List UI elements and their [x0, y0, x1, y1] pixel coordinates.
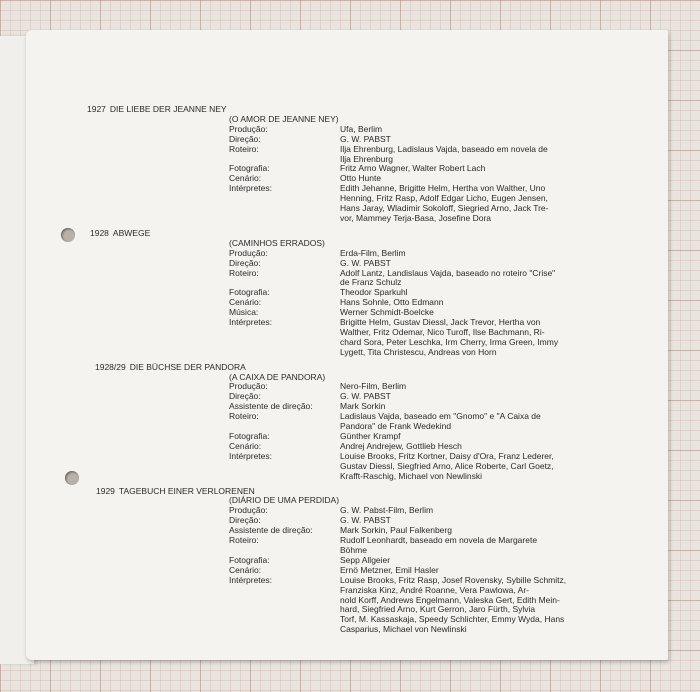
credit-label: Fotografia: — [229, 163, 270, 174]
credit-label: Direção: — [229, 257, 261, 268]
filmography-list — [87, 105, 597, 640]
credit-label: Direção: — [229, 515, 261, 526]
credit-value — [340, 259, 597, 269]
credit-label: Intérpretes: — [229, 317, 272, 328]
film-title: ABWEGE — [112, 227, 151, 238]
credit-value — [340, 318, 597, 358]
credit-line: Lygett, Tita Christescu, Andreas von Horn — [340, 346, 497, 357]
credit-line: Pandora" de Frank Wedekind — [340, 421, 452, 432]
credit-label: Fotografia: — [229, 554, 270, 565]
credit-label: Intérpretes: — [229, 450, 272, 461]
film-title: DIE LIEBE DER JEANNE NEY — [109, 104, 227, 114]
credit-line: vor, Mammey Terja-Basa, Josefine Dora — [340, 212, 492, 223]
credit-line: Andrej Andrejew, Gottlieb Hesch — [340, 440, 462, 451]
credit-line: Ilja Ehrenburg, Ladislaus Vajda, baseado em novela de — [340, 143, 548, 154]
credit-line: nold Korff, Andrews Engelmann, Valeska Gert, Edith Mein- — [340, 594, 560, 605]
credit-line: Ilja Ehrenburg — [340, 153, 393, 164]
credit-line: Werner Schmidt-Boelcke — [340, 307, 434, 318]
credit-value — [340, 536, 597, 556]
credit-line: Casparius, Michael von Newlinski — [340, 624, 467, 635]
film-title: DIE BÜCHSE DER PANDORA — [129, 361, 246, 372]
credit-label: Produção: — [229, 247, 268, 258]
credit-label: Intérpretes: — [229, 574, 272, 585]
film-heading — [87, 363, 597, 373]
credit-line: Günther Krampf — [340, 431, 401, 441]
credit-line: Walther, Fritz Odemar, Nico Turoff, Ilse Bachmann, Ri- — [340, 326, 545, 337]
film-entry — [87, 229, 597, 358]
credit-label: Fotografia: — [229, 431, 270, 441]
credit-line: de Franz Schulz — [340, 277, 402, 288]
credit-label: Direção: — [229, 133, 261, 144]
film-title: TAGEBUCH EINER VERLORENEN — [118, 485, 255, 496]
credit-line: G. W. PABST — [340, 257, 391, 268]
credit-line: Ernö Metzner, Emil Hasler — [340, 564, 439, 575]
credit-line: chard Sora, Peter Leschka, Irm Cherry, Irma Green, Immy — [340, 336, 559, 347]
credit-line: Torf, M. Kassaskaja, Speedy Schlichter, Emmy Wyda, Hans — [340, 614, 565, 625]
credit-line: Erda-Film, Berlim — [340, 247, 406, 258]
credit-line: Mark Sorkin, Paul Falkenberg — [340, 525, 452, 536]
credit-label: Cenário: — [229, 297, 262, 308]
credit-line: Krafft-Raschig, Michael von Newlinski — [340, 470, 483, 481]
film-alt-title: (DIÁRIO DE UMA PERDIDA) — [229, 495, 340, 506]
film-heading — [87, 229, 597, 239]
credit-line: Hans Sohnle, Otto Edmann — [340, 297, 444, 308]
punch-hole-top — [61, 228, 75, 242]
credit-value — [340, 269, 597, 289]
credit-value — [340, 452, 597, 482]
film-alt-title: (A CAIXA DE PANDORA) — [229, 371, 326, 382]
film-year: 1928/29 — [95, 361, 126, 372]
credit-line: G. W. PABST — [340, 133, 391, 144]
credit-label: Produção: — [229, 505, 268, 516]
credit-line: hard, Siegfried Arno, Kurt Gerron, Jaro Fürth, Sylvia — [340, 604, 536, 615]
credit-row — [87, 452, 597, 482]
credit-label: Produção: — [229, 123, 268, 134]
credit-label: Roteiro: — [229, 411, 259, 422]
credit-line: G. W. PABST — [340, 515, 391, 526]
film-alt-title: (O AMOR DE JEANNE NEY) — [229, 113, 339, 124]
credit-line: Louise Brooks, Fritz Kortner, Daisy d'Ora, Franz Lederer, — [340, 450, 554, 461]
credit-line: Ufa, Berlim — [340, 123, 383, 134]
film-entry — [87, 105, 597, 224]
credit-value — [340, 412, 597, 432]
credit-value — [340, 145, 597, 165]
credit-label: Cenário: — [229, 173, 262, 184]
credit-line: Henning, Fritz Rasp, Adolf Edgar Licho, Eugen Jensen, — [340, 193, 548, 204]
credit-line: Theodor Sparkuhl — [340, 287, 408, 298]
credit-row — [87, 259, 597, 269]
credit-row — [87, 269, 597, 289]
film-year: 1929 — [96, 485, 115, 496]
credit-label: Direção: — [229, 391, 261, 402]
credit-label: Roteiro: — [229, 535, 259, 546]
film-heading — [87, 105, 597, 115]
credit-line: Hans Jaray, Wladimir Sokoloff, Siegried Arno, Jack Tre- — [340, 203, 549, 214]
credit-line: Otto Hunte — [340, 173, 382, 184]
film-year: 1928 — [90, 227, 109, 238]
credit-line: Böhme — [340, 544, 367, 555]
credit-label: Assistente de direção: — [229, 401, 313, 412]
film-alt-title: (CAMINHOS ERRADOS) — [229, 237, 325, 248]
credit-row — [87, 184, 597, 224]
credit-line: Brigitte Helm, Gustav Diessl, Jack Trevor, Hertha von — [340, 317, 541, 328]
credit-label: Fotografia: — [229, 287, 270, 298]
credit-label: Produção: — [229, 381, 268, 392]
punch-hole-bottom — [65, 471, 79, 485]
credit-row — [87, 412, 597, 432]
credit-label: Assistente de direção: — [229, 525, 313, 536]
credit-value — [340, 576, 597, 635]
credit-line: Ladislaus Vajda, baseado em "Gnomo" e "A Caixa de — [340, 411, 541, 422]
credit-line: Nero-Film, Berlim — [340, 381, 407, 392]
film-entry — [87, 487, 597, 636]
credit-line: Sepp Allgeier — [340, 554, 391, 565]
credit-label: Cenário: — [229, 564, 262, 575]
credit-line: Fritz Arno Wagner, Walter Robert Lach — [340, 163, 486, 174]
credit-line: Edith Jehanne, Brigitte Helm, Hertha von Walther, Uno — [340, 183, 546, 194]
credit-label: Música: — [229, 307, 259, 318]
credit-line: Rudolf Leonhardt, baseado em novela de Margarete — [340, 535, 538, 546]
credit-value — [340, 184, 597, 224]
credit-row — [87, 576, 597, 635]
film-entry — [87, 363, 597, 482]
credit-label: Roteiro: — [229, 267, 259, 278]
credit-row — [87, 318, 597, 358]
credit-line: Louise Brooks, Fritz Rasp, Josef Rovensky, Sybille Schmitz, — [340, 574, 567, 585]
credit-label: Intérpretes: — [229, 183, 272, 194]
credit-line: Gustav Diessl, Siegfried Arno, Alice Roberte, Carl Goetz, — [340, 460, 554, 471]
film-year: 1927 — [87, 104, 106, 114]
credit-row — [87, 145, 597, 165]
credit-line: G. W. PABST — [340, 391, 391, 402]
credit-line: Mark Sorkin — [340, 401, 386, 412]
credit-line: Franziska Kinz, André Roanne, Vera Pawlowa, Ar- — [340, 584, 529, 595]
credit-label: Roteiro: — [229, 143, 259, 154]
credit-line: Adolf Lantz, Landislaus Vajda, baseado no roteiro "Crise" — [340, 267, 556, 278]
credit-line: G. W. Pabst-Film, Berlim — [340, 505, 434, 516]
credit-label: Cenário: — [229, 440, 262, 451]
film-heading — [87, 487, 597, 497]
credit-row — [87, 536, 597, 556]
